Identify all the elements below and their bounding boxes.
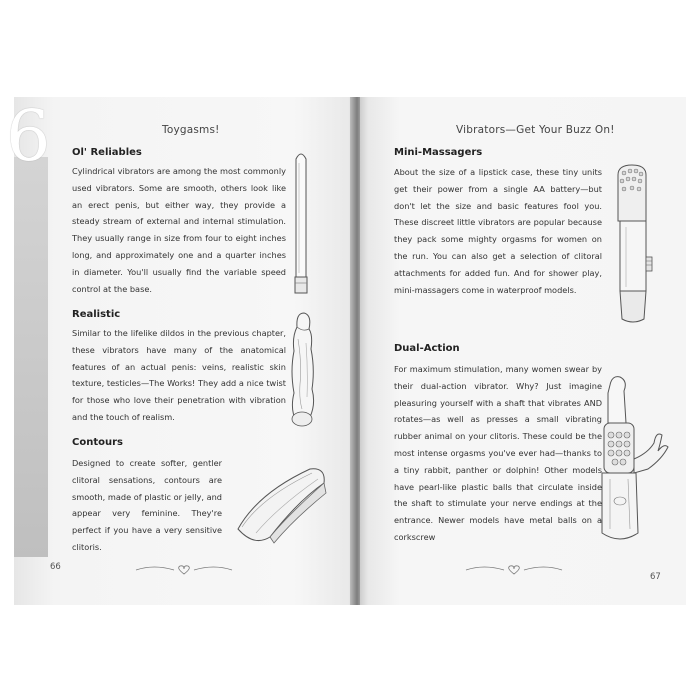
right-page bbox=[360, 97, 686, 605]
realistic-vibrator-sketch bbox=[282, 309, 322, 439]
heading-contours: Contours bbox=[72, 437, 123, 448]
ornament-left bbox=[134, 563, 234, 577]
chapter-tab bbox=[14, 157, 48, 557]
heading-mini-massagers: Mini-Massagers bbox=[394, 147, 483, 158]
paragraph-mini-massagers: About the size of a lipstick case, these tiny units get their power from a single AA battery—but don't let the size and basic features fool you. These discreet little vibrators are popular because they pack some mighty orgasms for women on the run. You can also get a selection of clitoral attachments for added fun. And for shower play, mini-massagers come in waterproof models. bbox=[394, 167, 602, 295]
running-head-right: Vibrators—Get Your Buzz On! bbox=[456, 124, 615, 136]
paragraph-ol-reliables: Cylindrical vibrators are among the most commonly used vibrators. Some are smooth, others look like an erect penis, but either way, they provide a steady stream of external and internal stimulation. They usually range in size from four to eight inches long, and approximately one and a quarter inches in diameter. You'll usually find the variable speed control at the base. bbox=[72, 166, 286, 294]
running-head-left: Toygasms! bbox=[162, 124, 220, 136]
paragraph-contours: Designed to create softer, gentler clitoral sensations, contours are smooth, made of plastic or jelly, and appear very feminine. They're perfect if you have a very sensitive clitoris. bbox=[72, 458, 222, 552]
heading-ol-reliables: Ol' Reliables bbox=[72, 147, 142, 158]
heading-dual-action: Dual-Action bbox=[394, 343, 460, 354]
dual-action-vibrator-sketch bbox=[588, 373, 680, 549]
cylindrical-vibrator-sketch bbox=[290, 149, 312, 297]
heading-realistic: Realistic bbox=[72, 309, 121, 320]
left-page bbox=[6, 95, 354, 605]
chapter-number: 6 bbox=[6, 95, 51, 177]
contour-vibrator-sketch bbox=[228, 463, 332, 545]
mini-massager-sketch bbox=[606, 161, 660, 329]
ornament-right bbox=[464, 563, 564, 577]
book-spread bbox=[6, 95, 686, 605]
paragraph-dual-action: For maximum stimulation, many women swear by their dual-action vibrator. Why? Just imagine pleasuring yourself with a shaft that vibrates AND rotates—as well as presses a small vibrating rubber animal on your clitoris. These could be the most intense orgasms you've ever had—thanks to a tiny rabbit, panther or dolphin! Other models have pearl-like plastic balls that circulate inside the shaft to stimulate your nerve endings at the entrance. Newer models have metal balls on a corkscrew bbox=[394, 364, 602, 542]
page-number-right: 67 bbox=[650, 572, 661, 582]
page-number-left: 66 bbox=[50, 562, 61, 572]
paragraph-realistic: Similar to the lifelike dildos in the previous chapter, these vibrators have many of the anatomical features of an actual penis: veins, realistic skin texture, testicles—The Works! They add a nice twist for those who love their penetration with vibration and the touch of realism. bbox=[72, 328, 286, 422]
